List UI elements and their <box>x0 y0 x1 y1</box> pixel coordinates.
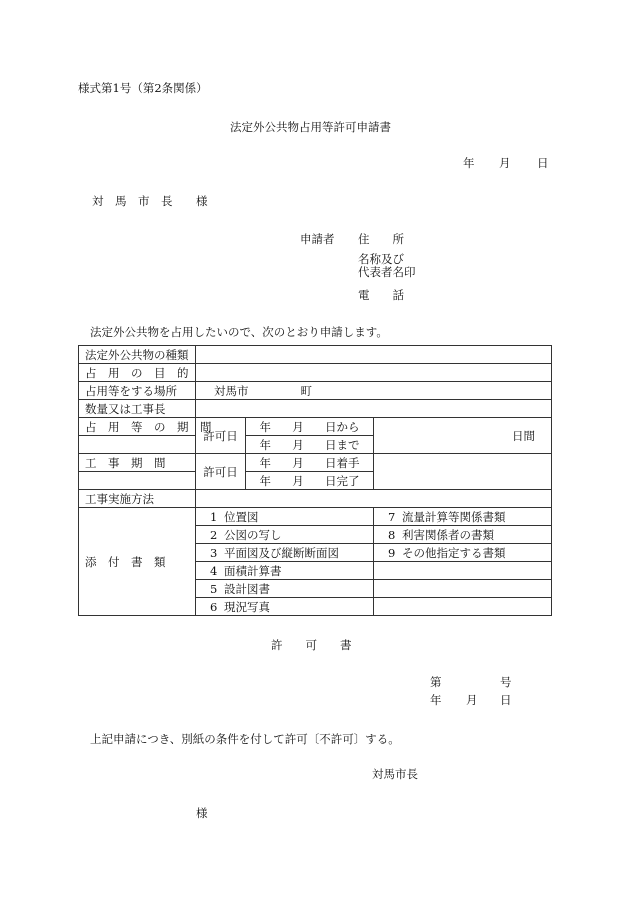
period-blank <box>79 436 196 454</box>
place-town: 町 <box>300 383 312 398</box>
intro-text: 法定外公共物を占用したいので、次のとおり申請します。 <box>90 325 388 339</box>
attachment-label: 現況写真 <box>224 599 270 614</box>
attachment-item <box>196 544 374 562</box>
attachment-item <box>196 598 374 616</box>
year-mark: 年 <box>259 437 271 452</box>
year-mark: 年 <box>259 455 271 470</box>
method-value <box>196 490 552 508</box>
date-day: 日 <box>537 156 549 170</box>
construction-start-label: 日着手 <box>325 455 360 470</box>
quantity-value <box>196 400 552 418</box>
quantity-label: 数量又は工事長 <box>79 400 196 418</box>
purpose-value <box>196 364 552 382</box>
place-city: 対馬市 <box>214 383 249 398</box>
year-mark: 年 <box>259 419 271 434</box>
attachment-label: 面積計算書 <box>224 563 282 578</box>
attachment-number: 5 <box>210 581 218 596</box>
applicant-label: 申請者 <box>300 232 335 246</box>
applicant-phone-label: 電 話 <box>358 288 404 302</box>
place-value <box>196 382 552 400</box>
attachment-label: 平面図及び縦断断面図 <box>224 545 339 560</box>
date-year: 年 <box>463 156 475 170</box>
month-mark: 月 <box>292 419 304 434</box>
construction-end-label: 日完了 <box>325 473 360 488</box>
table-row <box>79 454 552 472</box>
attachment-blank <box>374 598 552 616</box>
place-label: 占用等をする場所 <box>79 382 196 400</box>
construction-days <box>374 454 552 490</box>
attachment-label: 位置図 <box>224 509 259 524</box>
period-from <box>246 418 374 436</box>
attachment-item <box>196 580 374 598</box>
purpose-label: 占 用 の 目 的 <box>79 364 196 382</box>
table-row <box>79 346 552 364</box>
attachment-label: 流量計算等関係書類 <box>402 509 506 524</box>
year-mark: 年 <box>259 473 271 488</box>
attachment-label: その他指定する書類 <box>402 545 506 560</box>
attachment-item <box>374 508 552 526</box>
period-to-label: 日まで <box>325 437 360 452</box>
permit-month: 月 <box>466 693 478 707</box>
addressee-name: 対 馬 市 長 <box>92 194 173 208</box>
type-label: 法定外公共物の種類 <box>79 346 196 364</box>
attachment-item <box>374 526 552 544</box>
attachment-label: 利害関係者の書類 <box>402 527 494 542</box>
attachment-number: 6 <box>210 599 218 614</box>
table-row <box>79 400 552 418</box>
period-from-label: 日から <box>325 419 360 434</box>
permit-mayor: 対馬市長 <box>372 767 418 781</box>
construction-start <box>246 454 374 472</box>
period-label: 占 用 等 の 期 間 <box>79 418 196 436</box>
period-days: 日間 <box>374 418 552 454</box>
month-mark: 月 <box>292 473 304 488</box>
attachment-item <box>196 508 374 526</box>
attachment-number: 9 <box>388 545 396 560</box>
permit-number-suffix: 号 <box>500 675 512 689</box>
attachment-number: 8 <box>388 527 396 542</box>
form-number: 様式第1号（第2条関係） <box>78 81 208 95</box>
attachment-item <box>196 526 374 544</box>
permit-honorific: 様 <box>196 806 208 820</box>
permit-number-prefix: 第 <box>430 675 442 689</box>
form-title: 法定外公共物占用等許可申請書 <box>230 120 391 134</box>
attachment-number: 1 <box>210 509 218 524</box>
permit-statement: 上記申請につき、別紙の条件を付して許可〔不許可〕する。 <box>90 732 400 746</box>
applicant-name-label-1: 名称及び <box>358 252 404 266</box>
attachment-number: 7 <box>388 509 396 524</box>
table-row <box>79 490 552 508</box>
period-permit-day: 許可日 <box>196 418 246 454</box>
attachment-blank <box>374 580 552 598</box>
attachment-label: 公図の写し <box>224 527 282 542</box>
application-table <box>78 345 552 616</box>
permit-day: 日 <box>500 693 512 707</box>
attachment-blank <box>374 562 552 580</box>
table-row <box>79 364 552 382</box>
attachment-label: 設計図書 <box>224 581 270 596</box>
date-month: 月 <box>499 156 511 170</box>
table-row <box>79 418 552 436</box>
construction-blank <box>79 472 196 490</box>
permit-title: 許 可 書 <box>271 638 352 652</box>
addressee-honorific: 様 <box>196 194 208 208</box>
applicant-name-label-2: 代表者名印 <box>358 265 416 279</box>
construction-end <box>246 472 374 490</box>
table-row <box>79 382 552 400</box>
permit-year: 年 <box>430 693 442 707</box>
attachment-item <box>196 562 374 580</box>
month-mark: 月 <box>292 437 304 452</box>
construction-label: 工 事 期 間 <box>79 454 196 472</box>
period-to <box>246 436 374 454</box>
table-row <box>79 508 552 526</box>
attachment-number: 2 <box>210 527 218 542</box>
attachment-item <box>374 544 552 562</box>
attachment-number: 3 <box>210 545 218 560</box>
month-mark: 月 <box>292 455 304 470</box>
applicant-address-label: 住 所 <box>358 232 404 246</box>
type-value <box>196 346 552 364</box>
attachment-number: 4 <box>210 563 218 578</box>
attachments-label: 添 付 書 類 <box>79 508 196 616</box>
method-label: 工事実施方法 <box>79 490 196 508</box>
construction-permit-day: 許可日 <box>196 454 246 490</box>
